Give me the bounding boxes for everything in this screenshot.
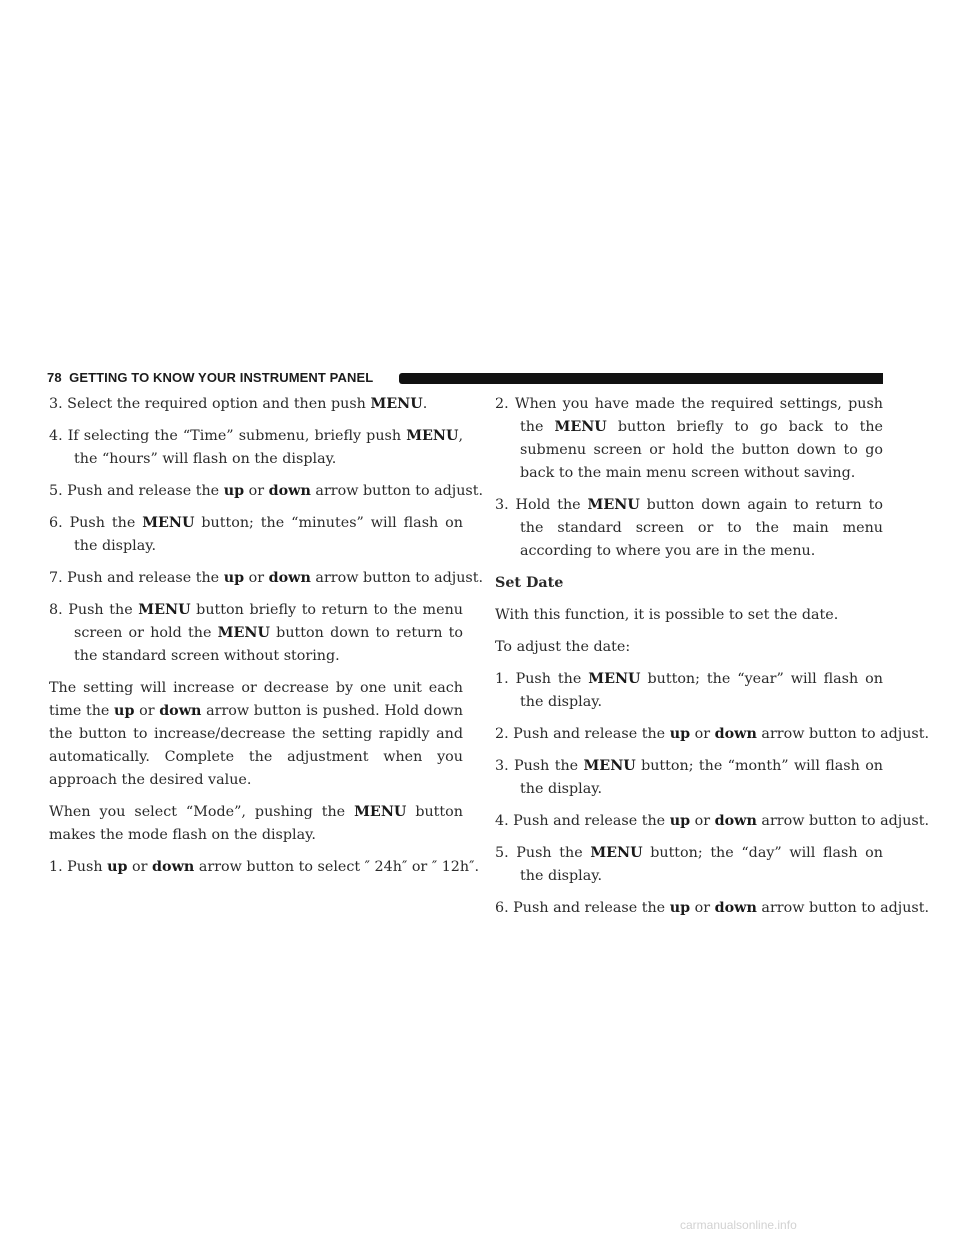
set-date-heading: Set Date (495, 575, 564, 591)
mode-step-1: 1. Push up or down arrow button to select ″ 24h″ or ″ 12h″. (49, 859, 479, 875)
time-step-3: 3. Select the required option and then push MENU. (49, 396, 428, 412)
date-step-2: 2. Push and release the up or down arrow button to adjust. (495, 726, 930, 742)
date-step-6: 6. Push and release the up or down arrow button to adjust. (495, 900, 930, 916)
mode-step-3: 3. Hold the MENU button down again to return to the standard screen or to the main menu according to where you are in the menu. (495, 497, 883, 559)
left-column (49, 393, 484, 888)
page-header (47, 368, 883, 390)
mode-paragraph: When you select “Mode”, pushing the MENU button makes the mode flash on the display. (49, 804, 463, 843)
date-step-4: 4. Push and release the up or down arrow button to adjust. (495, 813, 930, 829)
mode-step-2: 2. When you have made the required settings, push the MENU button briefly to go back to the submenu screen or hold the button down to go back to the main menu screen without saving. (495, 396, 883, 481)
right-column (495, 393, 930, 929)
time-step-7: 7. Push and release the up or down arrow button to adjust. (49, 570, 484, 586)
time-step-8: 8. Push the MENU button briefly to return to the menu screen or hold the MENU button down to return to the standard screen without storing. (49, 602, 463, 664)
adjust-date-intro: To adjust the date: (495, 639, 631, 655)
date-step-5: 5. Push the MENU button; the “day” will flash on the display. (495, 845, 883, 884)
time-step-5: 5. Push and release the up or down arrow button to adjust. (49, 483, 484, 499)
adjustment-paragraph: The setting will increase or decrease by one unit each time the up or down arrow button is pushed. Hold down the button to increase/decrease the setting rapidly and automatically. Complete the adjustment when you approach the desired value. (49, 680, 463, 788)
date-step-1: 1. Push the MENU button; the “year” will flash on the display. (495, 671, 883, 710)
set-date-intro: With this function, it is possible to set the date. (495, 607, 839, 623)
date-step-3: 3. Push the MENU button; the “month” will flash on the display. (495, 758, 884, 797)
watermark: carmanualsonline.info (680, 1218, 797, 1232)
page-number: 78 (47, 370, 62, 385)
time-step-4: 4. If selecting the “Time” submenu, briefly push MENU, the “hours” will flash on the display. (49, 428, 463, 467)
header-rule (399, 373, 883, 384)
time-step-6: 6. Push the MENU button; the “minutes” will flash on the display. (49, 515, 463, 554)
section-title: GETTING TO KNOW YOUR INSTRUMENT PANEL (69, 370, 374, 385)
header-text (47, 370, 373, 385)
